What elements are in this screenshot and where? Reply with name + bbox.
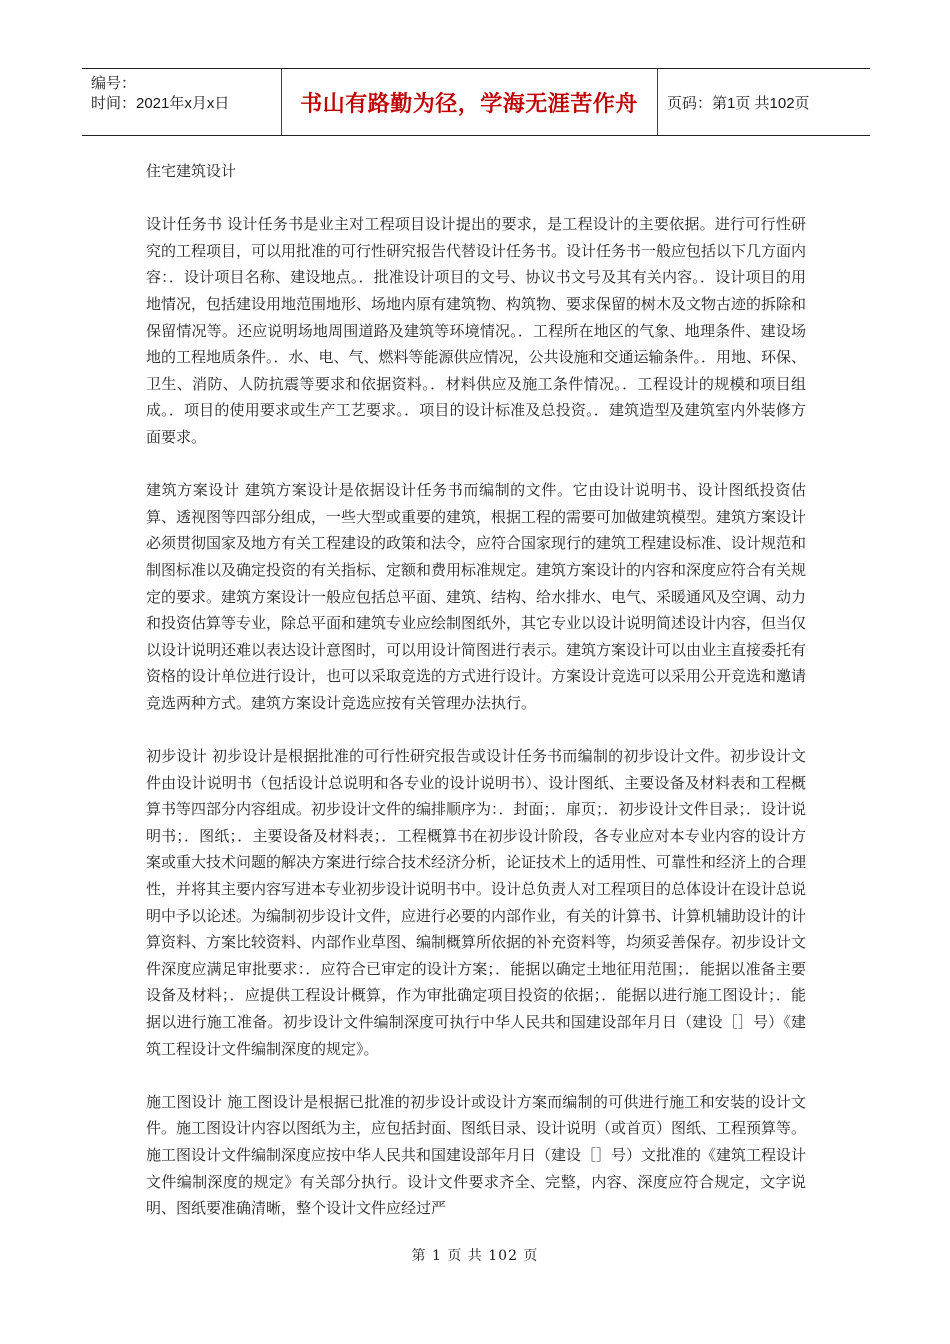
header-page-info: 页码：第1页 共102页 <box>667 94 810 112</box>
header-meta-cell <box>82 69 282 135</box>
page-footer: 第 1 页 共 102 页 <box>411 1248 539 1264</box>
paragraph-construction-drawing: 施工图设计 施工图设计是根据已批准的初步设计或设计方案而编制的可供进行施工和安装的设计文件。施工图设计内容以图纸为主，应包括封面、图纸目录、设计说明（或首页）图纸、工程预算等。施工图设计文件编制深度应按中华人民共和国建设部年月日（建设［］号）文批准的《建筑工程设计文件编制深度的规定》有关部分执行。设计文件要求齐全、完整，内容、深度应符合规定，文字说明、图纸要准确清晰，整个设计文件应经过严 <box>146 1092 807 1218</box>
document-title: 住宅建筑设计 <box>146 162 237 180</box>
header-motto: 书山有路勤为径，学海无涯苦作舟 <box>281 69 658 135</box>
paragraph-design-brief: 设计任务书 设计任务书是业主对工程项目设计提出的要求，是工程设计的主要依据。进行可行性研究的工程项目，可以用批准的可行性研究报告代替设计任务书。设计任务书一般应包括以下几方面内容：．设计项目名称、建设地点。．批准设计项目的文号、协议书文号及其有关内容。．设计项目的用地情况，包括建设用地范围地形、场地内原有建筑物、构筑物、要求保留的树木及文物古迹的拆除和保留情况等。还应说明场地周围道路及建筑等环境情况。．工程所在地区的气象、地理条件、建设场地的工程地质条件。．水、电、气、燃料等能源供应情况，公共设施和交通运输条件。．用地、环保、卫生、消防、人防抗震等要求和依据资料。．材料供应及施工条件情况。．工程设计的规模和项目组成。．项目的使用要求或生产工艺要求。．项目的设计标准及总投资。．建筑造型及建筑室内外装修方面要求。 <box>146 215 807 446</box>
page-header <box>82 68 870 136</box>
document-body <box>146 158 806 1248</box>
paragraph-scheme-design: 建筑方案设计 建筑方案设计是依据设计任务书而编制的文件。它由设计说明书、设计图纸投资估算、透视图等四部分组成，一些大型或重要的建筑，根据工程的需要可加做建筑模型。建筑方案设计必须贯彻国家及地方有关工程建设的政策和法令，应符合国家现行的建筑工程建设标准、设计规范和制图标准以及确定投资的有关指标、定额和费用标准规定。建筑方案设计的内容和深度应符合有关规定的要求。建筑方案设计一般应包括总平面、建筑、结构、给水排水、电气、采暖通风及空调、动力和投资估算等专业，除总平面和建筑专业应绘制图纸外，其它专业以设计说明简述设计内容，但当仅以设计说明还难以表达设计意图时，可以用设计简图进行表示。建筑方案设计可以由业主直接委托有资格的设计单位进行设计，也可以采取竞选的方式进行设计。方案设计竞选可以采用公开竞选和邀请竞选两种方式。建筑方案设计竞选应按有关管理办法执行。 <box>146 481 807 712</box>
paragraph-preliminary-design: 初步设计 初步设计是根据批准的可行性研究报告或设计任务书而编制的初步设计文件。初步设计文件由设计说明书（包括设计总说明和各专业的设计说明书）、设计图纸、主要设备及材料表和工程概算书等四部分内容组成。初步设计文件的编排顺序为：．封面；．扉页；．初步设计文件目录；．设计说明书；．图纸；．主要设备及材料表；．工程概算书在初步设计阶段，各专业应对本专业内容的设计方案或重大技术问题的解决方案进行综合技术经济分析，论证技术上的适用性、可靠性和经济上的合理性，并将其主要内容写进本专业初步设计说明书中。设计总负责人对工程项目的总体设计在设计总说明中予以论述。为编制初步设计文件，应进行必要的内部作业，有关的计算书、计算机辅助设计的计算资料、方案比较资料、内部作业草图、编制概算所依据的补充资料等，均须妥善保存。初步设计文件深度应满足审批要求：．应符合已审定的设计方案；．能据以确定土地征用范围；．能据以准备主要设备及材料；．应提供工程设计概算，作为审批确定项目投资的依据；．能据以进行施工图设计；．能据以进行施工准备。初步设计文件编制深度可执行中华人民共和国建设部年月日（建设［］号）《建筑工程设计文件编制深度的规定》。 <box>146 747 807 1058</box>
document-date-label: 时间：2021年x月x日 <box>91 95 230 112</box>
document-number-label: 编号： <box>91 75 137 92</box>
